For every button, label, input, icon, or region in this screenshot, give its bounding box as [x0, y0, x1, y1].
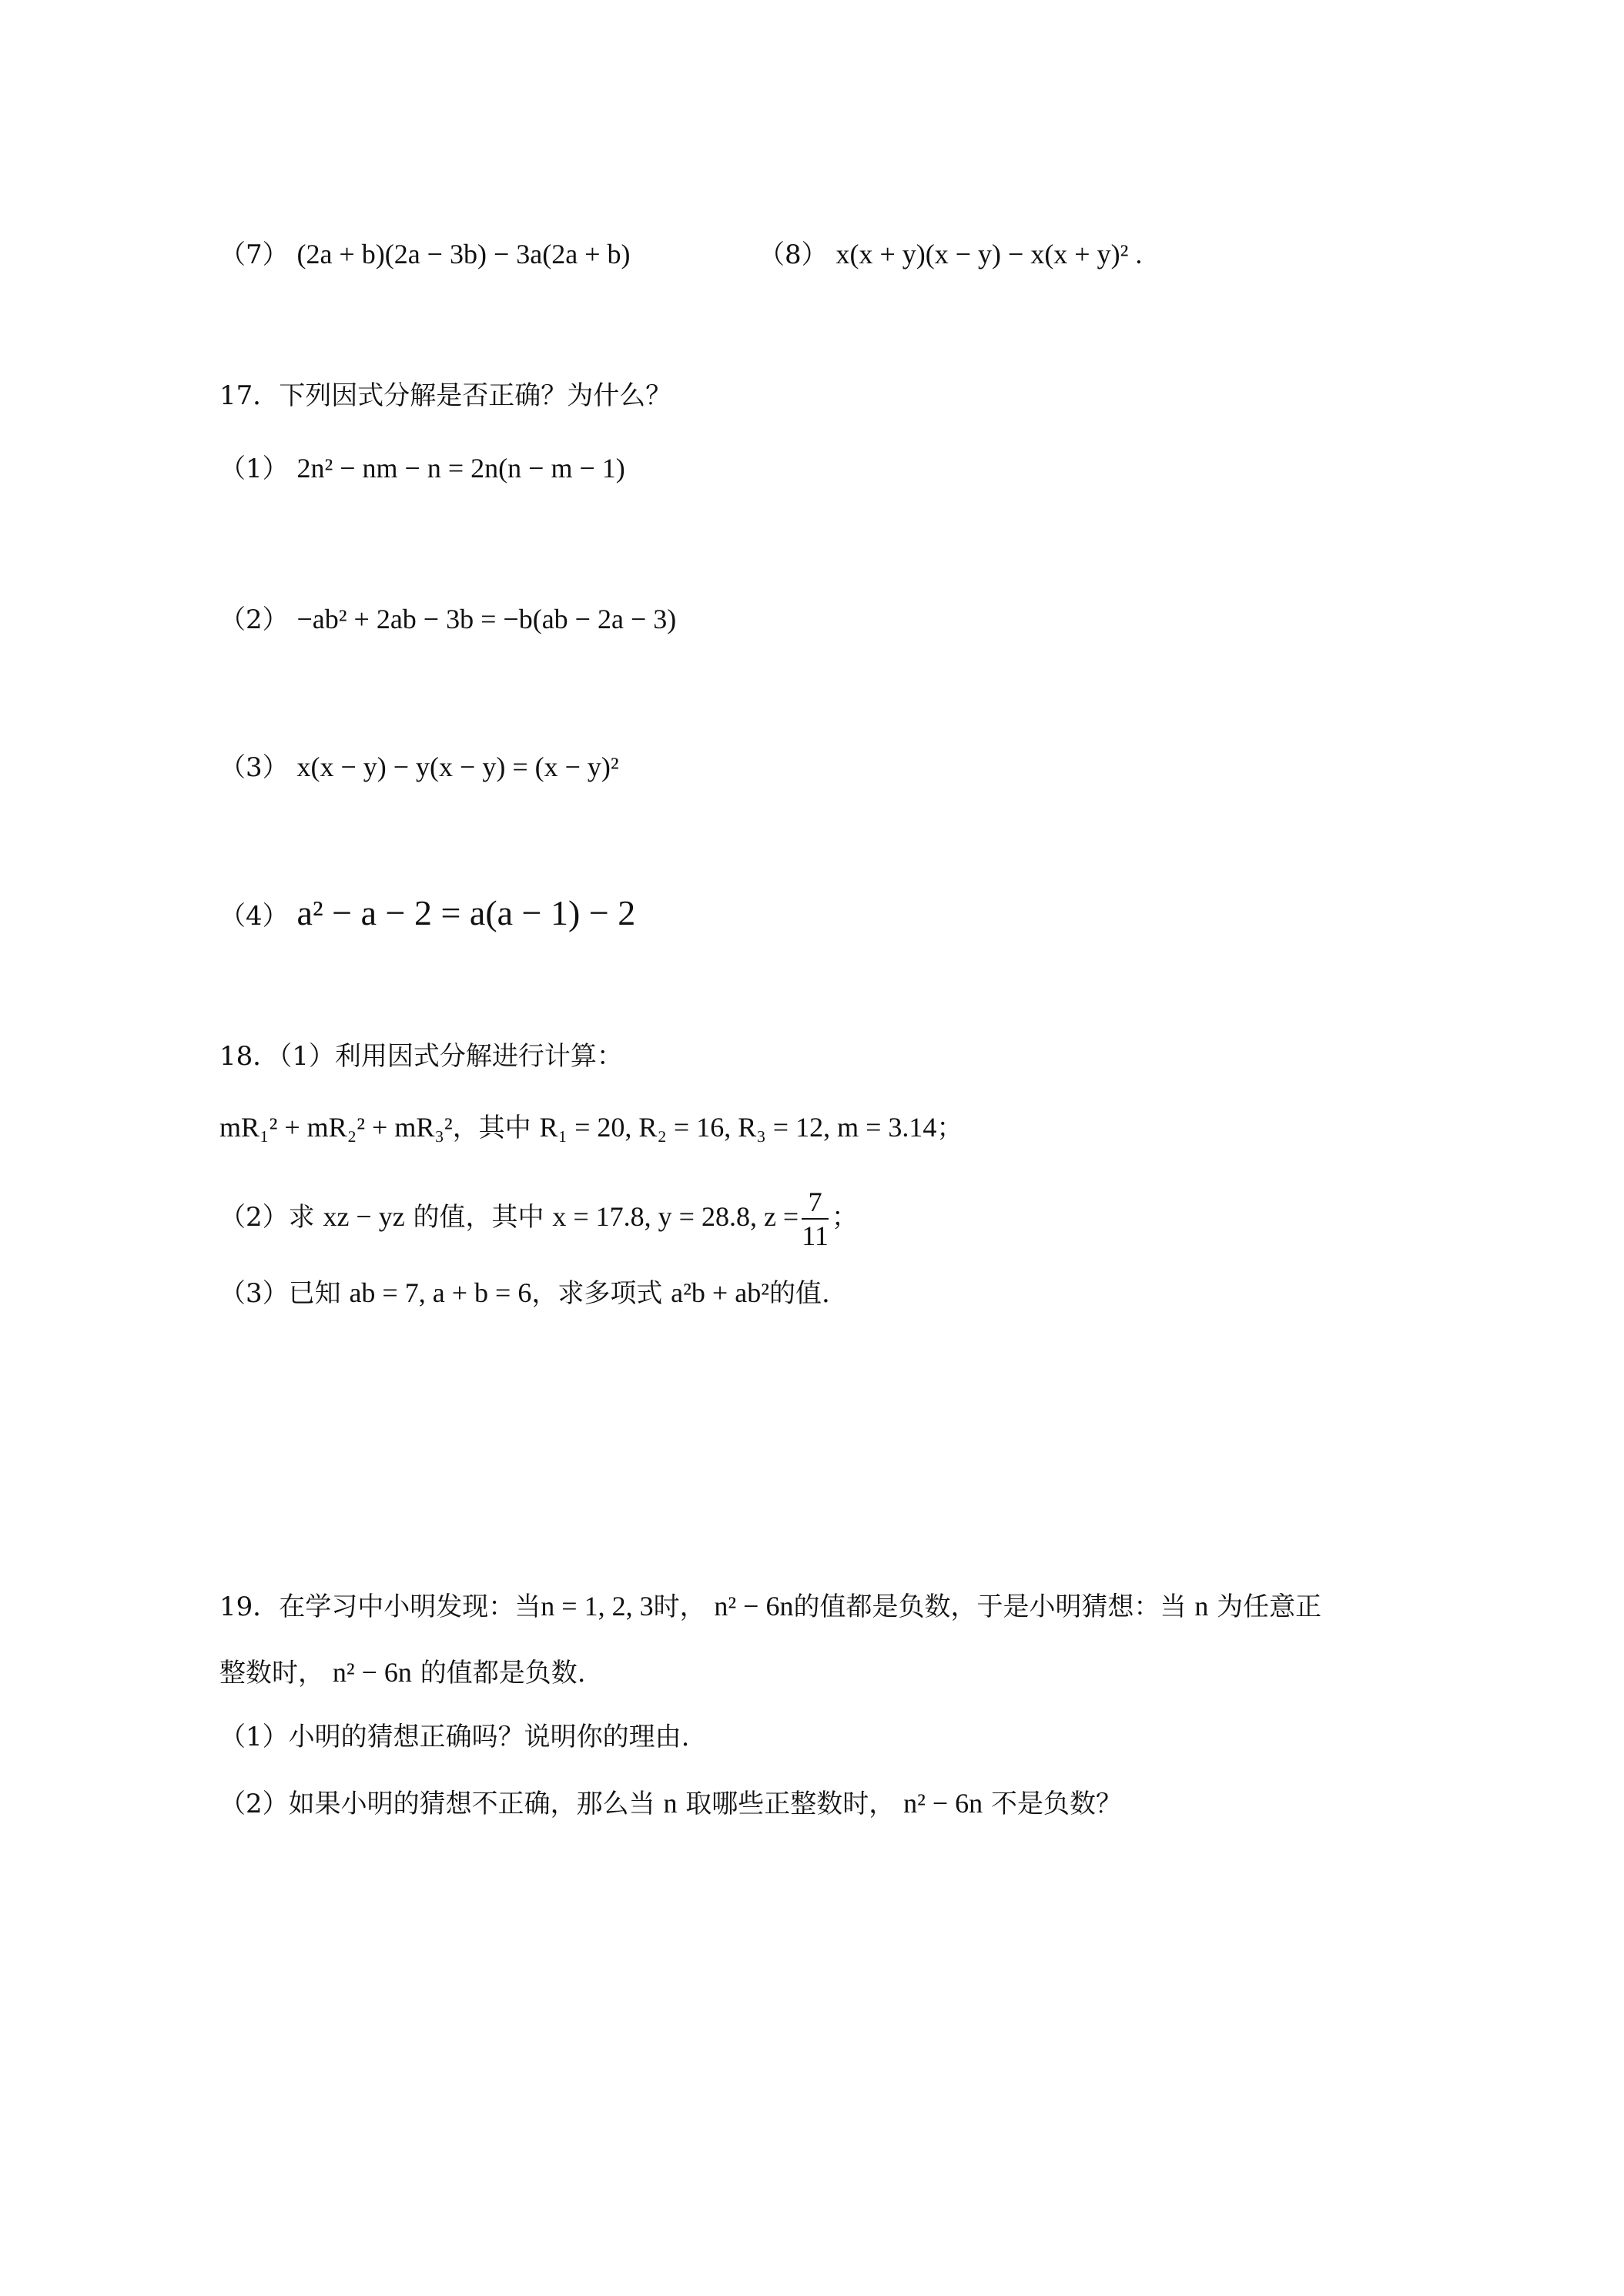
q19-item-2-c: 不是负数？	[991, 1789, 1122, 1819]
q18-item-2	[219, 1184, 858, 1252]
q18-item-1-mid: ，其中	[452, 1113, 531, 1143]
q16-item-7	[219, 236, 631, 273]
q16-item-8	[758, 236, 1142, 273]
q17-item-4	[219, 895, 635, 935]
q17-heading: 17．下列因式分解是否正确？为什么？	[219, 380, 672, 411]
q19-line-2	[219, 1654, 586, 1692]
q19-item-2-expr: n² − 6n	[903, 1788, 983, 1819]
q19-item-2	[219, 1785, 1122, 1822]
q16-item-8-label: （8）	[758, 239, 828, 270]
q17-item-3-expr: x(x − y) − y(x − y) = (x − y)²	[296, 751, 619, 782]
q18-item-1-expr: mR₁² + mR₂² + mR₃²	[219, 1112, 453, 1143]
q16-item-7-expr: (2a + b)(2a − 3b) − 3a(2a + b)	[296, 239, 631, 269]
q17-item-4-expr: a² − a − 2 = a(a − 1) − 2	[296, 893, 636, 932]
q18-item-3-mid: ，求多项式	[531, 1278, 663, 1309]
q19-item-2-n: n	[663, 1788, 678, 1819]
q18-item-2-fraction	[802, 1186, 829, 1252]
q19-line-1-a: 19．在学习中小明发现：当	[219, 1591, 541, 1622]
q16-item-8-expr: x(x + y)(x − y) − x(x + y)² .	[835, 239, 1143, 269]
q18-item-3-expr: ab = 7, a + b = 6	[349, 1277, 532, 1308]
q17-item-1-label: （1）	[219, 454, 289, 484]
q17-item-3-label: （3）	[219, 752, 289, 783]
q17-item-2	[219, 601, 676, 638]
q18-item-1	[219, 1109, 963, 1146]
q19-line-1-b: 时，	[653, 1591, 706, 1622]
q19-line-2-a: 整数时，	[219, 1658, 324, 1689]
q18-heading: 18．（1）利用因式分解进行计算：	[219, 1041, 623, 1072]
q18-item-1-end: ；	[936, 1113, 963, 1143]
q17-item-2-label: （2）	[219, 604, 289, 635]
q17-item-3	[219, 748, 619, 786]
fraction-denominator: 11	[802, 1220, 829, 1251]
q18-item-2-values: x = 17.8, y = 28.8, z =	[552, 1201, 799, 1232]
q19-item-2-a: （2）如果小明的猜想不正确，那么当	[219, 1789, 655, 1819]
q19-line-1-expr: n² − 6n	[714, 1591, 794, 1622]
q17-item-2-expr: −ab² + 2ab − 3b = −b(ab − 2a − 3)	[296, 604, 677, 634]
q19-line-2-expr: n² − 6n	[332, 1657, 412, 1688]
q18-item-2-expr: xz − yz	[323, 1201, 405, 1232]
fraction-numerator: 7	[802, 1186, 829, 1220]
q19-line-1-n: n	[1194, 1591, 1209, 1622]
q18-item-3-label: （3）已知	[219, 1278, 341, 1309]
q17-item-1-expr: 2n² − nm − n = 2n(n − m − 1)	[296, 453, 625, 484]
q18-item-3	[219, 1274, 830, 1312]
q16-item-7-label: （7）	[219, 239, 289, 270]
q18-item-2-mid: 的值，其中	[413, 1202, 544, 1233]
q19-item-1: （1）小明的猜想正确吗？说明你的理由.	[219, 1722, 690, 1752]
q18-item-1-values: R₁ = 20, R₂ = 16, R₃ = 12, m = 3.14	[539, 1112, 937, 1143]
q19-line-1-c: 的值都是负数，于是小明猜想：当	[793, 1591, 1187, 1622]
q18-item-3-end: 的值.	[769, 1278, 830, 1309]
q17-item-4-label: （4）	[219, 901, 289, 932]
q18-item-2-end: ；	[831, 1202, 858, 1233]
q19-line-1	[219, 1588, 1321, 1625]
q19-line-1-n-values: n = 1, 2, 3	[541, 1591, 654, 1622]
q18-item-3-poly: a²b + ab²	[671, 1277, 769, 1308]
q19-line-2-b: 的值都是负数.	[420, 1658, 586, 1689]
q18-item-2-label: （2）求	[219, 1202, 315, 1233]
q19-line-1-d: 为任意正	[1217, 1591, 1322, 1622]
q19-item-2-b: 取哪些正整数时，	[685, 1789, 896, 1819]
q17-item-1	[219, 450, 625, 487]
